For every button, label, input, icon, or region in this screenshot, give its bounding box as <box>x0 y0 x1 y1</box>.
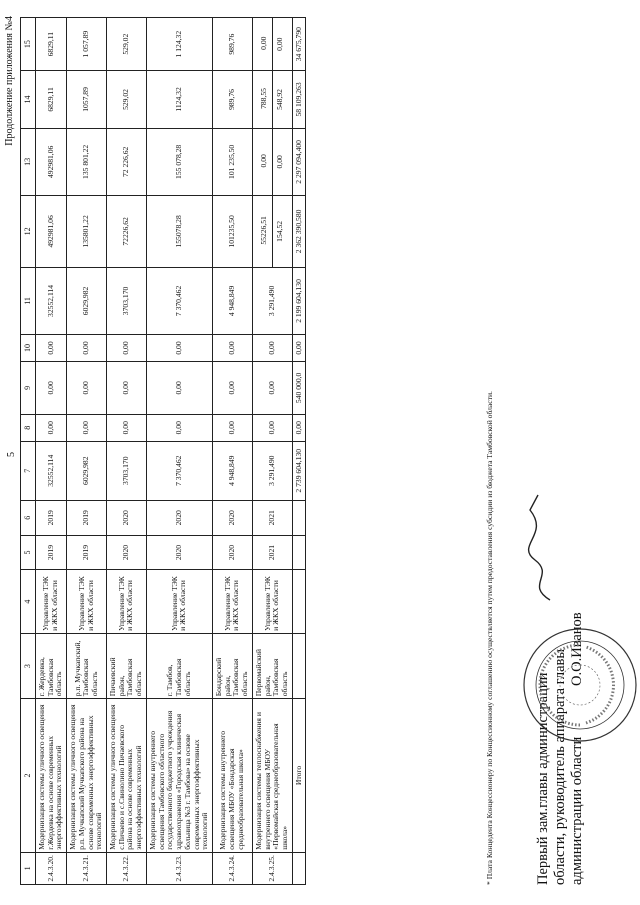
cell-col-2: Модернизация системы внутреннего освещения МБОУ «Бондарская среднеобразовательная школа» <box>212 699 252 852</box>
cell-col-13: 72 226,62 <box>107 128 147 196</box>
column-header-13: 13 <box>21 128 36 196</box>
cell-col-3: г. Жердевка, Тамбовская область <box>36 633 67 698</box>
cell-col-2: Модернизация системы теплоснабжения и внутреннего освещения МБОУ «Первомайская среднеобразовательная школа» <box>252 699 292 852</box>
cell-col-9: 0,00 <box>107 361 147 414</box>
cell-col-12: 492981,06 <box>36 196 67 268</box>
cell-col-10: 0,00 <box>252 335 292 362</box>
table-header-row <box>21 18 36 885</box>
cell-col-13 <box>252 128 292 196</box>
cell-col-8: 0,00 <box>36 414 67 441</box>
cell-col-7: 3 291,490 <box>252 441 292 500</box>
cell-col-10: 0,00 <box>36 335 67 362</box>
cell-col-6: 2019 <box>36 500 67 535</box>
cell-value-lower: 548,92 <box>275 89 285 110</box>
cell-col-1 <box>292 852 306 884</box>
table-row <box>36 18 67 885</box>
cell-value-upper: 55226,51 <box>260 196 274 267</box>
cell-col-13: 492981,06 <box>36 128 67 196</box>
cell-col-9: 0,00 <box>252 361 292 414</box>
cell-col-4: Управление ТЭК и ЖКХ области <box>212 570 252 633</box>
cell-col-10: 0,00 <box>146 335 212 362</box>
cell-col-7: 3703,170 <box>107 441 147 500</box>
total-cell-col-10: 0,00 <box>292 335 306 362</box>
cell-col-12: 72226,62 <box>107 196 147 268</box>
total-cell-col-6 <box>292 500 306 535</box>
signature-line-2: области, руководитель аппарата главы <box>552 648 569 885</box>
cell-col-15: 6829,11 <box>36 18 67 71</box>
cell-col-2: Модернизация системы уличного освещения р.п. Мучкапский Мучкапского района на основе современных энергоэффективных технологий <box>67 699 107 852</box>
signature-line-3: администрации области <box>569 736 586 885</box>
cell-col-3: г. Тамбов, Тамбовская область <box>146 633 212 698</box>
cell-col-4: Управление ТЭК и ЖКХ области <box>252 570 292 633</box>
cell-value-upper: 788,55 <box>260 71 274 127</box>
handwritten-signature <box>520 485 560 605</box>
cell-col-8: 0,00 <box>212 414 252 441</box>
total-cell-col-3 <box>292 633 306 698</box>
cell-col-4: Управление ТЭК и ЖКХ области <box>36 570 67 633</box>
cell-col-14: 1057,89 <box>67 71 107 128</box>
cell-col-15: 1 057,89 <box>67 18 107 71</box>
cell-col-1: 2.4.3.22. <box>107 852 147 884</box>
cell-col-14: 529,02 <box>107 71 147 128</box>
cell-col-11: 7 370,462 <box>146 267 212 335</box>
cell-col-1: 2.4.3.23. <box>146 852 212 884</box>
cell-value-lower: 0,00 <box>275 37 285 51</box>
cell-col-6: 2019 <box>67 500 107 535</box>
cell-col-14: 989,76 <box>212 71 252 128</box>
signatory-name: О.О.Иванов <box>569 612 586 686</box>
table-row <box>107 18 147 885</box>
cell-col-4: Управление ТЭК и ЖКХ области <box>107 570 147 633</box>
column-header-8: 8 <box>21 414 36 441</box>
cell-col-13: 101 235,50 <box>212 128 252 196</box>
cell-col-8: 0,00 <box>67 414 107 441</box>
cell-col-1: 2.4.3.20. <box>36 852 67 884</box>
column-header-15: 15 <box>21 18 36 71</box>
cell-col-14: 6829,11 <box>36 71 67 128</box>
total-cell-col-7: 2 739 604,130 <box>292 441 306 500</box>
cell-col-15: 529,02 <box>107 18 147 71</box>
cell-col-11: 3 291,490 <box>252 267 292 335</box>
cell-col-1: 2.4.3.24. <box>212 852 252 884</box>
cell-col-10: 0,00 <box>67 335 107 362</box>
total-cell-col-15: 34 675,790 <box>292 18 306 71</box>
cell-col-1: 2.4.3.25. <box>252 852 292 884</box>
cell-col-6: 2020 <box>107 500 147 535</box>
cell-col-12: 135801,22 <box>67 196 107 268</box>
cell-col-10: 0,00 <box>212 335 252 362</box>
data-table <box>20 17 306 885</box>
official-seal-stamp <box>520 625 640 745</box>
cell-col-12: 155078,28 <box>146 196 212 268</box>
cell-value-lower: 0,00 <box>275 155 285 169</box>
cell-col-15: 1 124,32 <box>146 18 212 71</box>
cell-col-1: 2.4.3.21. <box>67 852 107 884</box>
cell-col-12: 101235,50 <box>212 196 252 268</box>
cell-col-8: 0,00 <box>146 414 212 441</box>
column-header-3: 3 <box>21 633 36 698</box>
total-cell-col-9: 540 000,0 <box>292 361 306 414</box>
column-header-11: 11 <box>21 267 36 335</box>
column-header-7: 7 <box>21 441 36 500</box>
cell-col-9: 0,00 <box>36 361 67 414</box>
column-header-5: 5 <box>21 535 36 570</box>
cell-col-8: 0,00 <box>252 414 292 441</box>
cell-value-upper: 0,00 <box>260 18 274 70</box>
cell-col-5: 2021 <box>252 535 292 570</box>
cell-col-10: 0,00 <box>107 335 147 362</box>
cell-col-3: р.п. Мучкапский, Тамбовская область <box>67 633 107 698</box>
cell-col-9: 0,00 <box>146 361 212 414</box>
total-cell-col-8: 0,00 <box>292 414 306 441</box>
cell-col-11: 6029,982 <box>67 267 107 335</box>
table-row <box>67 18 107 885</box>
cell-col-7: 4 948,849 <box>212 441 252 500</box>
cell-col-9: 0,00 <box>212 361 252 414</box>
cell-col-6: 2020 <box>146 500 212 535</box>
table-row <box>146 18 212 885</box>
cell-col-5: 2020 <box>107 535 147 570</box>
cell-col-3: Пичаевский район, Тамбовская область <box>107 633 147 698</box>
column-header-6: 6 <box>21 500 36 535</box>
column-header-9: 9 <box>21 361 36 414</box>
signature-line-1: Первый зам.главы администрации <box>535 672 551 885</box>
cell-col-14 <box>252 71 292 128</box>
total-label: Итого <box>292 699 306 852</box>
cell-col-6: 2020 <box>212 500 252 535</box>
cell-col-7: 7 370,462 <box>146 441 212 500</box>
cell-col-5: 2019 <box>67 535 107 570</box>
column-header-1: 1 <box>21 852 36 884</box>
total-cell-col-4 <box>292 570 306 633</box>
cell-col-6: 2021 <box>252 500 292 535</box>
cell-col-11: 3703,170 <box>107 267 147 335</box>
cell-value-upper: 0,00 <box>260 129 274 196</box>
table-row <box>252 18 292 885</box>
total-cell-col-14: 58 109,263 <box>292 71 306 128</box>
page-number: 5 <box>6 452 17 457</box>
total-cell-col-11: 2 199 604,130 <box>292 267 306 335</box>
total-cell-col-12: 2 362 390,580 <box>292 196 306 268</box>
cell-col-11: 32552,114 <box>36 267 67 335</box>
cell-col-13: 155 078,28 <box>146 128 212 196</box>
cell-col-11: 4 948,849 <box>212 267 252 335</box>
total-cell-col-5 <box>292 535 306 570</box>
cell-col-14: 1124,32 <box>146 71 212 128</box>
table-row <box>212 18 252 885</box>
cell-col-8: 0,00 <box>107 414 147 441</box>
column-header-12: 12 <box>21 196 36 268</box>
cell-col-5: 2020 <box>146 535 212 570</box>
cell-col-4: Управление ТЭК и ЖКХ области <box>146 570 212 633</box>
cell-col-2: Модернизация системы уличного освещения с.Пичаево и с.Свинолино Пичаевского района на основе современных энергоэффективных технологий <box>107 699 147 852</box>
total-cell-col-13: 2 297 094,400 <box>292 128 306 196</box>
cell-col-2: Модернизация системы уличного освещения г.Жердевка на основе современных энергоэффективных технологий <box>36 699 67 852</box>
column-header-4: 4 <box>21 570 36 633</box>
cell-col-12 <box>252 196 292 268</box>
column-header-14: 14 <box>21 71 36 128</box>
total-row <box>292 18 306 885</box>
cell-col-2: Модернизация системы внутреннего освещения Тамбовского областного государственного бюджетного учреждения здравоохранения «Городская клиническая больница №3 г. Тамбова» на основе современных энергоэффективных технологий <box>146 699 212 852</box>
cell-col-7: 32552,114 <box>36 441 67 500</box>
cell-value-lower: 154,52 <box>275 220 285 242</box>
cell-col-15 <box>252 18 292 71</box>
cell-col-4: Управление ТЭК и ЖКХ области <box>67 570 107 633</box>
cell-col-9: 0,00 <box>67 361 107 414</box>
column-header-10: 10 <box>21 335 36 362</box>
cell-col-3: Бондарский район, Тамбовская область <box>212 633 252 698</box>
cell-col-5: 2019 <box>36 535 67 570</box>
cell-col-3: Первомайский район, Тамбовская область <box>252 633 292 698</box>
cell-col-7: 6029,982 <box>67 441 107 500</box>
cell-col-13: 135 801,22 <box>67 128 107 196</box>
cell-col-15: 989,76 <box>212 18 252 71</box>
column-header-2: 2 <box>21 699 36 852</box>
footnote: * Плата Концедента Концессионеру по Концессионному соглашению осуществляется путем предоставления субсидии из бюджета Тамбовской области. <box>485 391 494 885</box>
cell-col-5: 2020 <box>212 535 252 570</box>
continuation-caption: Продолжение приложения №4 <box>4 16 15 146</box>
